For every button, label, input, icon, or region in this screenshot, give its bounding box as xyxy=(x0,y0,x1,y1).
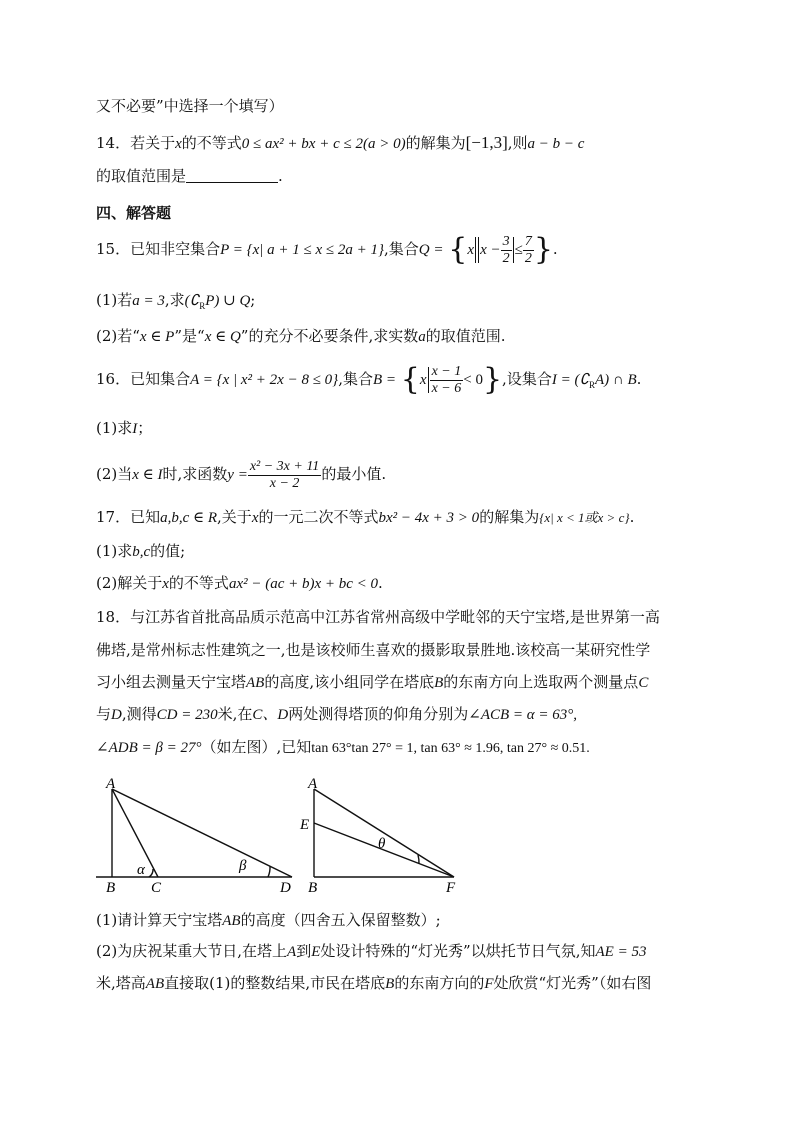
label-A: A xyxy=(308,776,318,792)
q14-text: ,则 xyxy=(507,134,528,152)
point-E: E xyxy=(311,944,321,960)
q17-text: 的不等式 xyxy=(168,574,229,592)
var-x: x xyxy=(251,510,259,526)
question-15-stem: 15．已知非空集合P = {x| a + 1 ≤ x ≤ 2a + 1},集合Q = {x x − $\frac{3}{2}$ ≤ $\frac{7}{2}$ }. xyxy=(96,232,558,267)
question-17-part-1 xyxy=(96,541,185,562)
q16-text: 的最小值. xyxy=(321,465,387,483)
answer-blank[interactable] xyxy=(186,168,278,183)
q18-text: 处设计特殊的“灯光秀”以烘托节日气氛,知 xyxy=(320,942,596,960)
var-x: x xyxy=(419,372,427,388)
question-18-line-5 xyxy=(96,737,590,759)
q16-text: ,设集合 xyxy=(502,370,552,388)
fraction-3-2: $\frac{3}{2}$ xyxy=(502,233,510,266)
angle-ADB: ∠ADB = β = 27° xyxy=(96,740,202,756)
points-C-D: C、D xyxy=(252,707,289,723)
point-D: D xyxy=(111,707,122,723)
le-sign: ≤ xyxy=(514,242,523,258)
q15-text: (1)若 xyxy=(96,291,133,309)
segment-AB: AB xyxy=(222,913,241,929)
question-16-stem: 16．已知集合A = {x | x² + 2x − 8 ≤ 0},集合B = {x $\frac{x - 1}{x - 6}$ < 0},设集合$I = (∁_RA)$ ∩ B. xyxy=(96,362,642,397)
question-14-line-1 xyxy=(96,133,584,154)
segment-AB: AB xyxy=(246,675,265,691)
set-Q-label: Q = xyxy=(418,242,444,258)
q15-text: 的取值范围. xyxy=(425,327,506,345)
q18-text: 两处测得塔顶的仰角分别为 xyxy=(288,705,469,723)
q17-text: (2)解关于 xyxy=(96,574,163,592)
label-E: E xyxy=(300,817,310,833)
q15-text: ; xyxy=(250,291,256,309)
question-14-line-2 xyxy=(96,166,283,186)
q14-text: . xyxy=(278,167,283,185)
x-in-I: x ∈ I xyxy=(132,467,163,483)
q16-text: 时,求函数 xyxy=(162,465,228,483)
length-AE: AE = 53 xyxy=(595,944,647,960)
label-B: B xyxy=(308,880,318,895)
text-line-0 xyxy=(96,96,284,116)
q17-solution-set: {x| x < 1或x > c} xyxy=(539,510,630,525)
var-x: x xyxy=(162,576,169,592)
var-a: a xyxy=(418,329,426,345)
q18-text: 的东南方向的 xyxy=(394,974,485,992)
label-beta: β xyxy=(239,858,247,874)
right-brace: } xyxy=(482,362,503,397)
question-18-line-3 xyxy=(96,672,648,693)
q14-text: 14．若关于 xyxy=(96,134,176,152)
q18-text: 的高度,该小组同学在塔底 xyxy=(264,673,435,691)
fraction-7-2: $\frac{7}{2}$ xyxy=(524,233,532,266)
point-F: F xyxy=(484,976,494,992)
q17-text: 的解集为 xyxy=(479,508,540,526)
angle-ACB: ∠ACB = α = 63°, xyxy=(468,707,578,723)
x-in-Q: x ∈ Q xyxy=(204,329,241,345)
q17-text: ,关于 xyxy=(217,508,252,526)
label-F: F xyxy=(446,880,456,895)
q15-text: ,集合 xyxy=(384,240,419,258)
fraction-setB: $\frac{x - 1}{x - 6}$ xyxy=(431,363,462,396)
q17-text: 的一元二次不等式 xyxy=(258,508,379,526)
q15-text: ”是“ xyxy=(174,327,205,345)
question-18-line-4 xyxy=(96,704,577,725)
q18-text: 习小组去测量天宁宝塔 xyxy=(96,673,247,691)
q18-text: 到 xyxy=(296,942,312,960)
abs-bar xyxy=(513,237,514,263)
label-alpha: α xyxy=(137,862,145,878)
q18-text: 的东南方向上选取两个测量点 xyxy=(443,673,639,691)
q16-text: ； xyxy=(137,419,153,437)
abs-bar xyxy=(478,237,479,263)
set-bar xyxy=(428,367,429,393)
q14-text: 的不等式 xyxy=(181,134,242,152)
question-18-line-1: 18．与江苏省首批高品质示范高中江苏省常州高级中学毗邻的天宁宝塔,是世界第一高 xyxy=(96,608,660,626)
figure-left xyxy=(96,775,306,895)
left-brace: { xyxy=(400,362,420,397)
vars-bc: b,c xyxy=(132,544,151,560)
q18-text: 米,塔高 xyxy=(96,974,146,992)
label-C: C xyxy=(151,880,162,895)
set-P: P = {x| a + 1 ≤ x ≤ 2a + 1} xyxy=(220,242,385,258)
question-16-part-1 xyxy=(96,418,152,439)
q16-text: 16．已知集合 xyxy=(96,370,191,388)
q18-text: ,测得 xyxy=(121,705,157,723)
label-D: D xyxy=(280,880,291,895)
point-B: B xyxy=(434,675,444,691)
label-B: B xyxy=(106,880,116,895)
question-17-part-2: (2)解关于x的不等式ax² − (ac + b)x + bc < 0. xyxy=(96,574,383,592)
set-A: A = {x | x² + 2x − 8 ≤ 0} xyxy=(190,372,339,388)
question-17-stem: 17．已知a,b,c ∈ R,关于x的一元二次不等式bx² − 4x + 3 > 0的解集为{x| x < 1或x > c}. xyxy=(96,508,635,526)
q18-text: 的高度（四舍五入保留整数）; xyxy=(240,911,441,929)
q14-text: 的解集为 xyxy=(405,134,466,152)
set-bar xyxy=(475,237,476,263)
q15-text: ,求 xyxy=(164,291,185,309)
a-equals-3: a = 3 xyxy=(132,293,165,309)
x-in-P: x ∈ P xyxy=(139,329,175,345)
q17-text: 17．已知 xyxy=(96,508,161,526)
right-brace: } xyxy=(533,232,553,267)
set-I-end: A) ∩ B xyxy=(595,372,637,388)
question-15-part-1 xyxy=(96,290,255,316)
q16-text: ,集合 xyxy=(338,370,373,388)
continued-text: 又不必要”中选择一个填写） xyxy=(96,97,284,115)
complement-subscript: R xyxy=(199,301,206,311)
var-x: x xyxy=(467,242,475,258)
fraction-function: $\frac{\text{x² − 3x + 11}}{x - 2}$ xyxy=(249,458,320,491)
q17-text: (1)求 xyxy=(96,542,133,560)
q18-text: (1)请计算天宁宝塔 xyxy=(96,911,223,929)
question-18-part-2 xyxy=(96,941,646,962)
q18-text: 直接取(1)的整数结果,市民在塔底 xyxy=(164,974,386,992)
complement-subscript: R xyxy=(588,380,595,390)
var-x: x xyxy=(175,136,182,152)
abc-in-R: a,b,c ∈ R xyxy=(160,510,218,526)
lt-zero: < 0 xyxy=(463,372,483,388)
q14-expression: a − b − c xyxy=(527,136,585,152)
q17-inequality-2: ax² − (ac + b)x + bc < 0 xyxy=(228,576,379,592)
left-brace: { xyxy=(448,232,468,267)
q16-text: (1)求 xyxy=(96,419,133,437)
arc-alpha xyxy=(149,869,153,877)
var-I: I xyxy=(132,421,138,437)
q15-text: ”的充分不必要条件,求实数 xyxy=(240,327,419,345)
complement-union: P) ∪ Q xyxy=(205,293,251,309)
length-CD: CD = 230 xyxy=(156,707,218,723)
label-A: A xyxy=(106,776,116,792)
q18-text: (2)为庆祝某重大节日,在塔上 xyxy=(96,942,288,960)
point-A: A xyxy=(287,944,297,960)
point-C: C xyxy=(638,675,649,691)
abs-expr: x − xyxy=(480,242,501,258)
point-B: B xyxy=(385,976,395,992)
question-15-part-2 xyxy=(96,326,506,347)
q18-text: 处欣赏“灯光秀”（如右图 xyxy=(493,974,652,992)
q14-inequality: 0 ≤ ax² + bx + c ≤ 2(a > 0) xyxy=(241,136,406,152)
question-16-part-2 xyxy=(96,454,386,495)
set-I: I = (∁ xyxy=(551,372,589,388)
q18-text: 与 xyxy=(96,705,112,723)
q15-text: 15．已知非空集合 xyxy=(96,240,221,258)
q18-text: 米,在 xyxy=(217,705,253,723)
question-18-part-2-cont xyxy=(96,973,651,994)
arc-beta xyxy=(268,866,270,877)
question-18-line-2: 佛塔,是常州标志性建筑之一,也是该校师生喜欢的摄影取景胜地.该校高一某研究性学 xyxy=(96,641,651,659)
line-AF xyxy=(314,789,454,877)
section-header: 四、解答题 xyxy=(96,204,172,222)
figure-right xyxy=(298,775,468,895)
label-theta: θ xyxy=(378,836,386,852)
set-B-label: B = xyxy=(372,372,397,388)
func-y: y = xyxy=(227,467,248,483)
question-18-part-1 xyxy=(96,910,441,931)
q14-text: 的取值范围是 xyxy=(96,167,187,185)
q18-text: （如左图）,已知 xyxy=(201,738,312,756)
q17-inequality: bx² − 4x + 3 > 0 xyxy=(378,510,480,526)
q14-interval: [−1,3] xyxy=(465,133,508,152)
q15-text: (2)若“ xyxy=(96,327,140,345)
complement: (∁ xyxy=(184,293,200,309)
line-AC xyxy=(112,789,158,877)
q16-text: (2)当 xyxy=(96,465,133,483)
q17-text: 的值; xyxy=(150,542,186,560)
tangent-values: tan 63°tan 27° = 1, tan 63° ≈ 1.96, tan 27° ≈ 0.51. xyxy=(311,741,590,756)
segment-AB: AB xyxy=(145,976,165,992)
